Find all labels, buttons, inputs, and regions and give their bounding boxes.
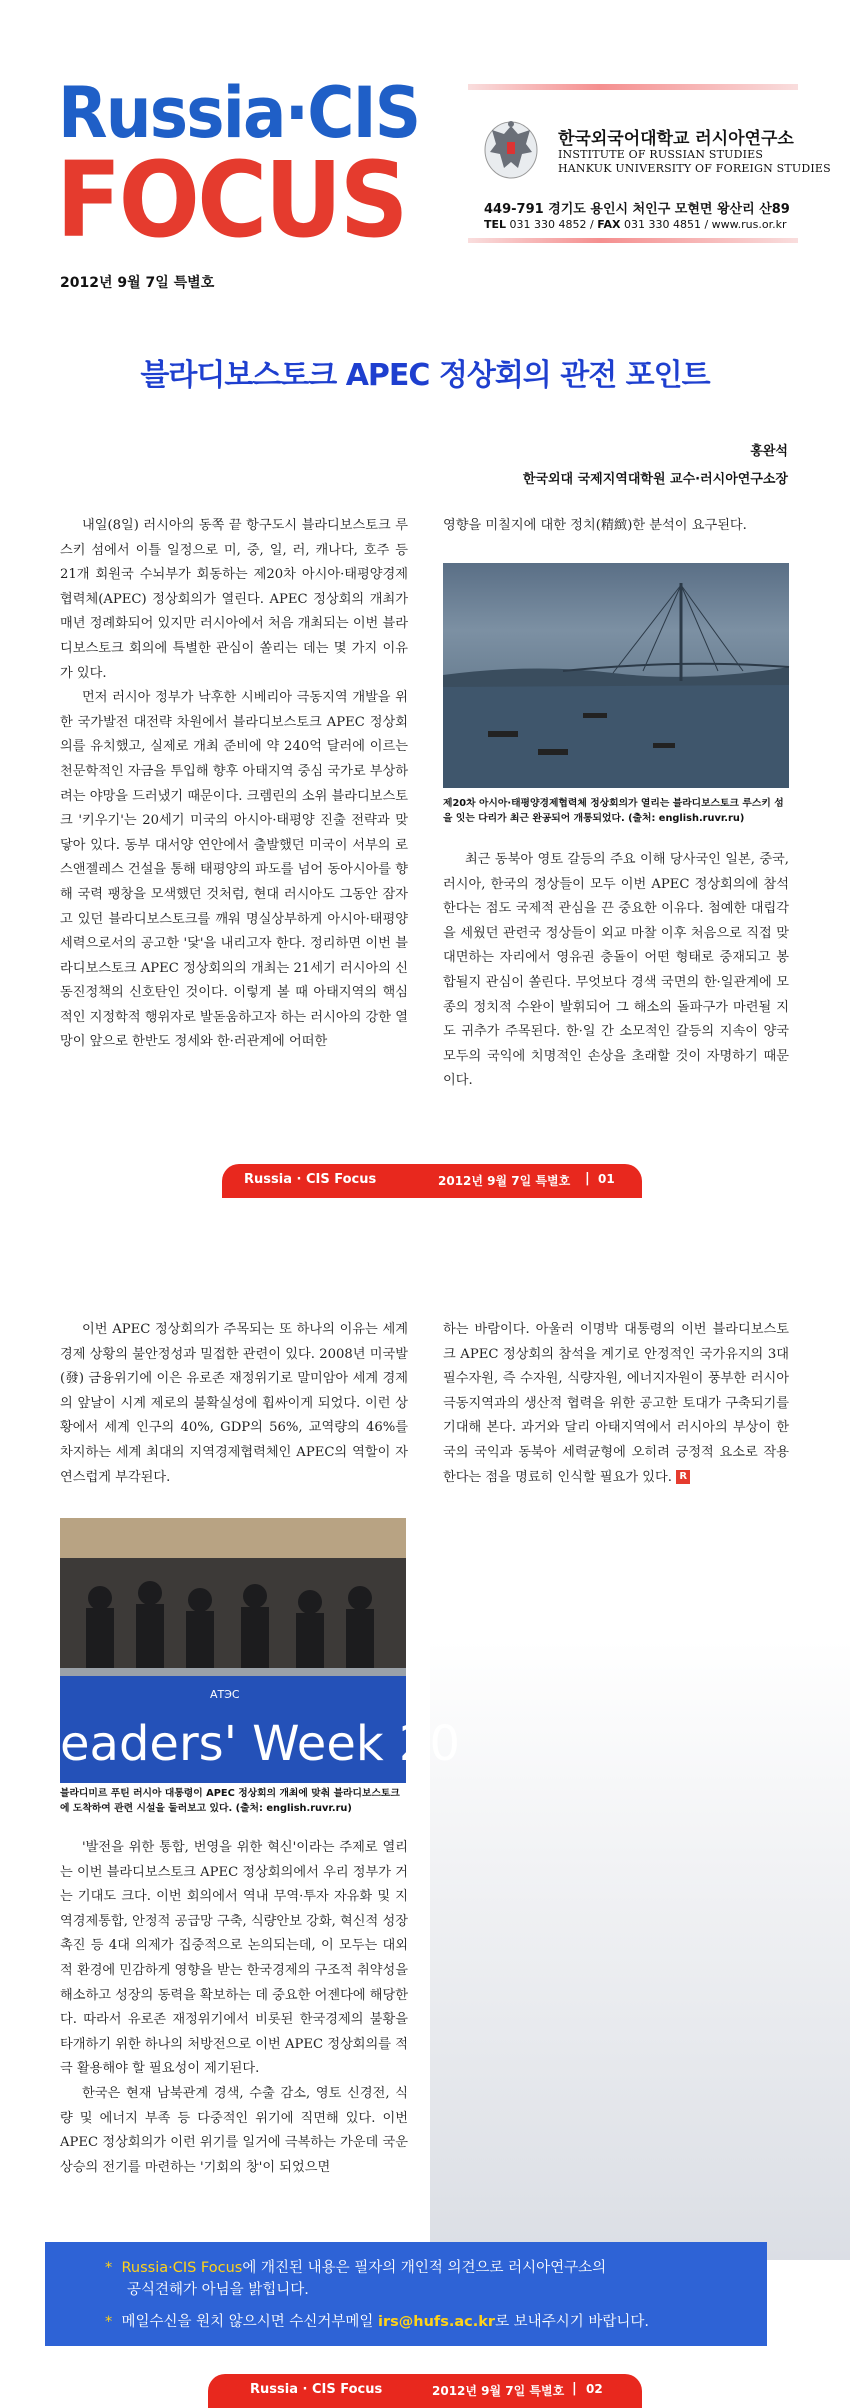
page1-right-column-top	[443, 514, 789, 539]
footer-separator: |	[572, 2381, 577, 2396]
issue-date: 2012년 9월 7일 특별호	[60, 275, 215, 291]
institute-contact: TEL 031 330 4852 / FAX 031 330 4851 / www.rus.or.kr	[484, 218, 787, 231]
institute-website-link[interactable]: www.rus.or.kr	[711, 218, 787, 231]
end-mark-icon: R	[676, 1470, 690, 1484]
notice-line-1b: 공식견해가 아님을 밝힙니다.	[127, 2282, 309, 2298]
footer-date: 2012년 9월 7일 특별호	[432, 2384, 565, 2398]
paragraph: 한국은 현재 남북관계 경색, 수출 감소, 영토 신경전, 식량 및 에너지 부족 등 다중적인 위기에 직면해 있다. 이번 APEC 정상회의가 이런 위기를 일거에 극복하는 가운데 국운 상승의 전기를 마련하는 '기회의 창'이 되었으면	[60, 2085, 408, 2175]
bridge-photo-caption: 제20차 아시아·태평양경제협력체 정상회의가 열리는 블라디보스토크 루스키 섬을 잇는 다리가 최근 완공되어 개통되었다. (출처: english.ruvr.ru)	[443, 798, 784, 824]
paragraph: 이번 APEC 정상회의가 주목되는 또 하나의 이유는 세계경제 상황의 불안정성과 밀접한 관련이 있다. 2008년 미국발(發) 금융위기에 이은 유로존 재정위기로 말미암아 세계 경제의 앞날이 시계 제로의 불확실성에 휩싸이게 되었다. 이런 상황에서 세계 인구의 40%, GDP의 56%, 교역량의 46%를 차지하는 세계 최대의 지역경제협력체인 APEC의 역할이 자연스럽게 부각된다.	[60, 1322, 408, 1485]
masthead-russia-cis: Russia·CIS	[58, 72, 420, 154]
background-stairs-image	[430, 1640, 850, 2260]
notice-line-1: * Russia·CIS Focus에 개진된 내용은 필자의 개인적 의견으로 러시아연구소의	[105, 2260, 607, 2276]
author-name: 홍완석	[750, 444, 788, 459]
institute-name-korean: 한국외국어대학교 러시아연구소	[558, 129, 794, 149]
paragraph: 최근 동북아 영토 갈등의 주요 이해 당사국인 일본, 중국, 러시아, 한국의 정상들이 모두 이번 APEC 정상회의에 참석한다는 점도 국제적 관심을 끈 중요한 이유다. 첨예한 대립각을 세웠던 관련국 정상들이 외교 마찰 이후 처음으로 직접 맞대면하는 자리에서 영유권 충돌이 어떤 형태로 중재되고 봉합될지 관심이 쏠린다. 무엇보다 경색 국면의 한·일관계에 모종의 정치적 수완이 발휘되어 그 해소의 돌파구가 마련될 지도 귀추가 주목된다. 한·일 간 소모적인 갈등의 지속이 양국 모두의 국익에 치명적인 손상을 초래할 것이 자명하기 때문이다.	[443, 852, 789, 1089]
paragraph: 하는 바람이다. 아울러 이명박 대통령의 이번 블라디보스토크 APEC 정상회의 참석을 계기로 안정적인 국가유지의 3대 필수자원, 즉 수자원, 식량자원, 에너지자원이 풍부한 러시아 극동지역과의 생산적 협력을 위한 공고한 토대가 구축되기를 기대해 본다. 과거와 달리 아태지역에서 러시아의 부상이 한국의 국익과 동북아 세력균형에 오히려 긍정적 요소로 작용한다는 점을 명료히 인식할 필요가 있다. R	[443, 1322, 789, 1485]
footer-brand: Russia · CIS Focus	[244, 1172, 377, 1187]
paragraph: 내일(8일) 러시아의 동쪽 끝 항구도시 블라디보스토크 루스키 섬에서 이틀 일정으로 미, 중, 일, 러, 캐나다, 호주 등 21개 회원국 수뇌부가 회동하는 제20차 아시아·태평양경제협력체(APEC) 정상회의가 열린다. APEC 정상회의 개최가 매년 정례화되어 있지만 러시아에서 처음 개최되는 이번 블라디보스토크 회의에 특별한 관심이 쏠리는 데는 몇 가지 이유가 있다.	[60, 518, 408, 681]
page1-right-column-bottom	[443, 848, 789, 1094]
institute-divider-top	[468, 84, 798, 90]
author-affiliation: 한국외대 국제지역대학원 교수·러시아연구소장	[522, 472, 788, 487]
page2-left-column-top	[60, 1318, 408, 1490]
putin-visit-photo	[60, 1518, 460, 1783]
unsubscribe-email-link[interactable]: irs@hufs.ac.kr	[378, 2314, 496, 2330]
paragraph: 영향을 미칠지에 대한 정치(精緻)한 분석이 요구된다.	[443, 518, 747, 533]
institute-divider-bottom	[468, 238, 798, 243]
footer-date: 2012년 9월 7일 특별호	[438, 1174, 571, 1188]
page2-left-column-bottom	[60, 1836, 408, 2180]
page1-left-column	[60, 514, 408, 1055]
paragraph: 먼저 러시아 정부가 낙후한 시베리아 극동지역 개발을 위한 국가발전 대전략 차원에서 블라디보스토크 APEC 정상회의를 유치했고, 실제로 개최 준비에 약 240억 달러에 이르는 천문학적인 자금을 투입해 향후 아태지역 중심 국가로 부상하려는 야망을 드러냈기 때문이다. 크렘린의 소위 블라디보스토크 '키우기'는 20세기 미국의 아시아·태평양 진출 전략과 맞닿아 있다. 동부 대서양 연안에서 출발했던 미국이 서부의 로스앤젤레스 건설을 통해 태평양의 파도를 넘어 동아시아를 향해 국력 팽창을 모색했던 것처럼, 현대 러시아도 그동안 잠자고 있던 블라디보스토크를 깨워 명실상부하게 아시아·태평양 세력으로서의 공고한 '닻'을 내리고자 한다. 정리하면 이번 블라디보스토크 APEC 정상회의의 개최는 21세기 러시아의 신 동진정책의 신호탄인 것이다. 이렇게 볼 때 아태지역의 핵심적인 지정학적 행위자로 발돋움하고자 하는 러시아의 강한 열망이 앞으로 한반도 정세와 한·러관계에 어떠한	[60, 690, 408, 1050]
bridge-photo	[443, 563, 789, 788]
footer-page-number: 01	[598, 1172, 615, 1186]
institute-name-english: INSTITUTE OF RUSSIAN STUDIES	[558, 148, 764, 161]
notice-box	[45, 2242, 767, 2346]
institute-address: 449-791 경기도 용인시 처인구 모현면 왕산리 산89	[484, 202, 790, 217]
putin-photo-caption: 블라디미르 푸틴 러시아 대통령이 APEC 정상회의 개최에 맞춰 블라디보스토크에 도착하여 관련 시설을 둘러보고 있다. (출처: english.ruvr.ru)	[60, 1788, 400, 1814]
photo-banner-text: eaders' Week 20	[60, 1716, 460, 1772]
university-name-english: HANKUK UNIVERSITY OF FOREIGN STUDIES	[558, 162, 831, 175]
double-headed-eagle-emblem-icon	[482, 116, 540, 182]
article-title: 블라디보스토크 APEC 정상회의 관전 포인트	[140, 358, 710, 393]
masthead-focus: FOCUS	[56, 139, 406, 261]
page2-right-column	[443, 1318, 789, 1490]
notice-line-2: * 메일수신을 원치 않으시면 수신거부메일 irs@hufs.ac.kr로 보내주시기 바랍니다.	[105, 2314, 649, 2330]
footer-brand: Russia · CIS Focus	[250, 2382, 383, 2397]
photo-sign-text: АТЭС	[210, 1688, 240, 1701]
footer-page-number: 02	[586, 2382, 603, 2396]
paragraph: '발전을 위한 통합, 번영을 위한 혁신'이라는 주제로 열리는 이번 블라디보스토크 APEC 정상회의에서 우리 정부가 거는 기대도 크다. 이번 회의에서 역내 무역·투자 자유화 및 지역경제통합, 안정적 공급망 구축, 식량안보 강화, 혁신적 성장 촉진 등 4대 의제가 집중적으로 논의되는데, 이 모두는 대외적 환경에 민감하게 영향을 받는 한국경제의 구조적 취약성을 해소하고 성장의 동력을 확보하는 데 중요한 어젠다에 해당한다. 따라서 유로존 재정위기에서 비롯된 한국경제의 불황을 타개하기 위한 하나의 처방전으로 이번 APEC 정상회의를 적극 활용해야 할 필요성이 제기된다.	[60, 1840, 408, 2077]
footer-separator: |	[585, 1171, 590, 1186]
